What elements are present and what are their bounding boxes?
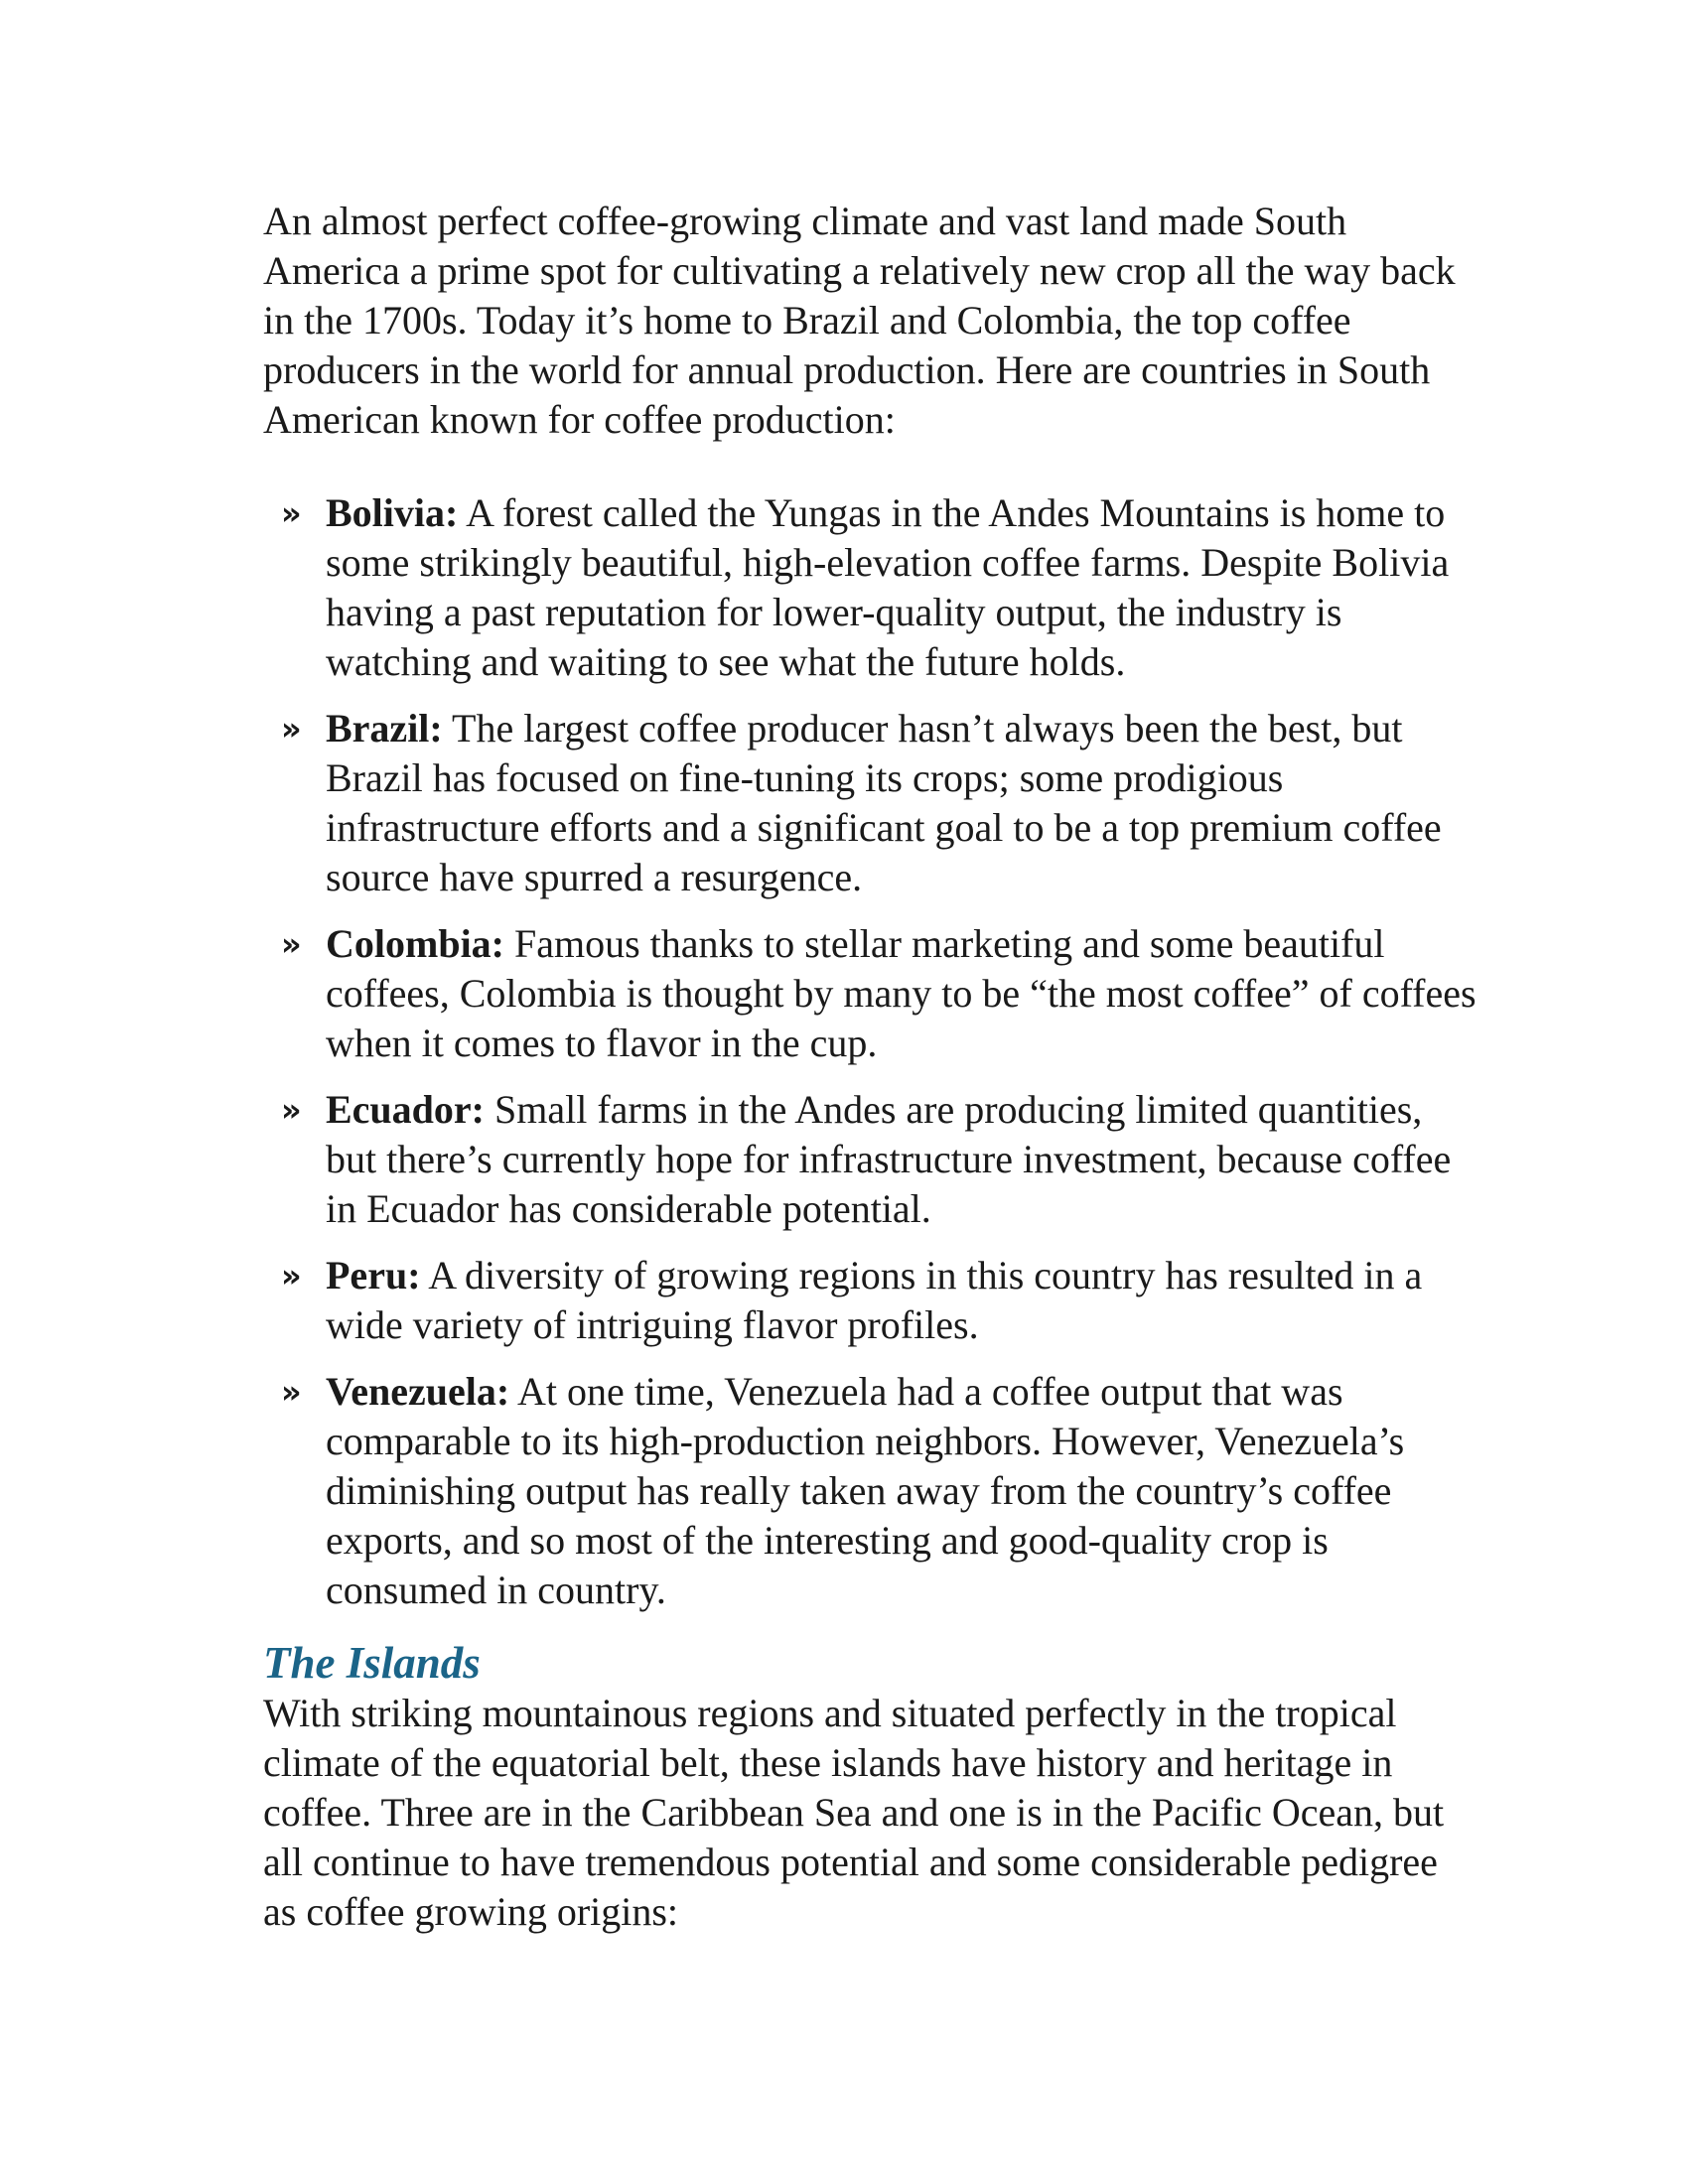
country-item-ecuador bbox=[263, 1085, 1479, 1234]
document-page bbox=[263, 197, 1479, 1937]
country-item-peru bbox=[263, 1251, 1479, 1350]
country-description: Small farms in the Andes are producing limited quantities, but there’s currently hope for infrastructure investment, because coffee in Ecuador has considerable potential. bbox=[326, 1087, 1452, 1231]
section-heading-islands: The Islands bbox=[263, 1638, 481, 1688]
country-name: Ecuador: bbox=[326, 1087, 485, 1132]
country-description: At one time, Venezuela had a coffee output that was comparable to its high-production neighbors. However, Venezuela’s diminishing output has really taken away from the country’s coffee exports, and so most of the interesting and good-quality crop is consumed in country. bbox=[326, 1369, 1405, 1612]
country-description: A diversity of growing regions in this country has resulted in a wide variety of intriguing flavor profiles. bbox=[326, 1253, 1423, 1347]
country-list bbox=[263, 488, 1479, 1615]
country-item-venezuela bbox=[263, 1367, 1479, 1615]
country-name: Peru: bbox=[326, 1253, 421, 1297]
country-description: The largest coffee producer hasn’t always been the best, but Brazil has focused on fine-tuning its crops; some prodigious infrastructure efforts and a significant goal to be a top premium coffee source have spurred a resurgence. bbox=[326, 706, 1442, 899]
country-item-bolivia bbox=[263, 488, 1479, 687]
country-item-brazil bbox=[263, 704, 1479, 902]
double-chevron-icon: » bbox=[281, 1257, 302, 1295]
country-description: A forest called the Yungas in the Andes Mountains is home to some strikingly beautiful, high-elevation coffee farms. Despite Bolivia having a past reputation for lower-quality output, the industry is watching and waiting to see what the future holds. bbox=[326, 490, 1450, 684]
country-name: Bolivia: bbox=[326, 490, 459, 535]
country-description: Famous thanks to stellar marketing and some beautiful coffees, Colombia is thought by many to be “the most coffee” of coffees when it comes to flavor in the cup. bbox=[326, 921, 1477, 1065]
country-name: Colombia: bbox=[326, 921, 504, 966]
double-chevron-icon: » bbox=[281, 710, 302, 748]
islands-paragraph: With striking mountainous regions and situated perfectly in the tropical climate of the equatorial belt, these islands have history and heritage in coffee. Three are in the Caribbean Sea and one is in the Pacific Ocean, but all continue to have tremendous potential and some considerable pedigree as coffee growing origins: bbox=[263, 1691, 1445, 1934]
double-chevron-icon: » bbox=[281, 1373, 302, 1411]
country-item-colombia bbox=[263, 919, 1479, 1068]
country-name: Brazil: bbox=[326, 706, 443, 751]
country-name: Venezuela: bbox=[326, 1369, 510, 1414]
intro-paragraph: An almost perfect coffee-growing climate and vast land made South America a prime spot for cultivating a relatively new crop all the way back in the 1700s. Today it’s home to Brazil and Colombia, the top coffee producers in the world for annual production. Here are countries in South American known for coffee production: bbox=[263, 199, 1456, 442]
double-chevron-icon: » bbox=[281, 494, 302, 532]
double-chevron-icon: » bbox=[281, 1091, 302, 1129]
double-chevron-icon: » bbox=[281, 925, 302, 963]
